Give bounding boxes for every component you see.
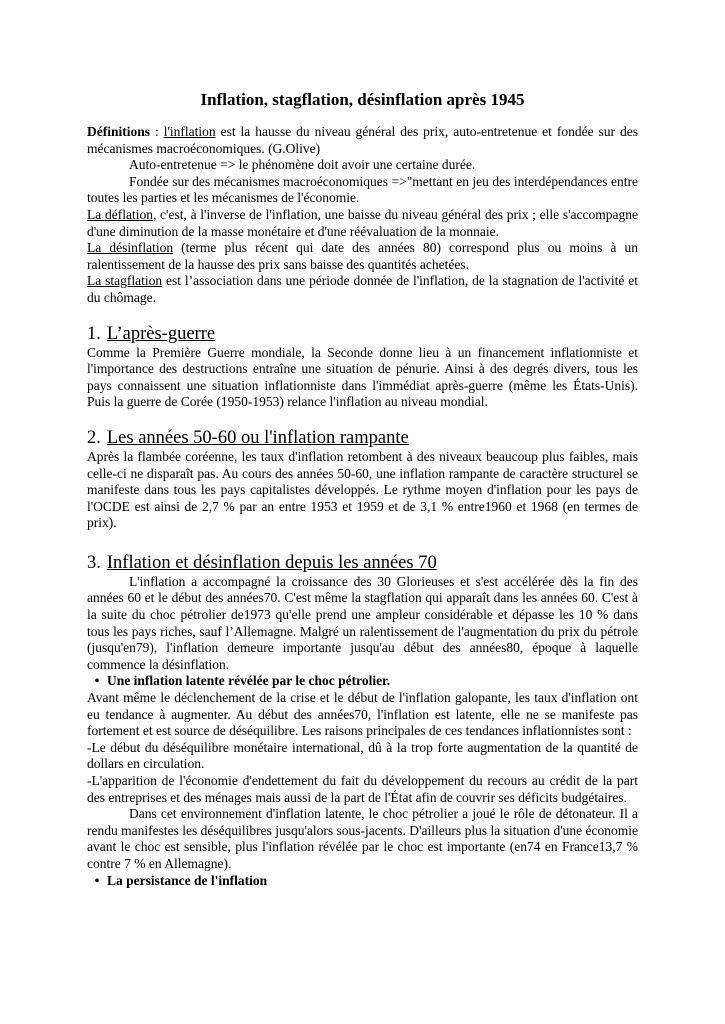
bullet-item bbox=[87, 873, 638, 890]
section3-heading bbox=[87, 552, 638, 574]
definition-desinflation bbox=[87, 240, 638, 273]
definition-fondee: Fondée sur des mécanismes macroéconomiques =>"mettant en jeu des interdépendances entre toutes les parties et les mécanismes de l'économie. bbox=[87, 173, 638, 206]
section3-number: 3. bbox=[87, 552, 101, 573]
section2-number: 2. bbox=[87, 427, 101, 448]
definition-deflation-text: , c'est, à l'inverse de l'inflation, une baisse du niveau général des prix ; elle s'accompagne d'une diminution de la masse monétaire et d'une réévaluation de la monnaie. bbox=[87, 206, 638, 239]
section2-heading bbox=[87, 427, 638, 449]
definition-inflation bbox=[87, 124, 638, 157]
section1-heading bbox=[87, 323, 638, 345]
bullet-item bbox=[87, 673, 638, 690]
section3-intro: L'inflation a accompagné la croissance des 30 Glorieuses et s'est accélérée dès la fin des années 60 et le début des années70. C'est même la stagflation qui apparaît dans les années 60. C'est à la suite du choc pétrolier de1973 qu'elle prend une ampleur considérable et dépasse les 10 % dans tous les pays riches, sauf l’Allemagne. Malgré un ralentissement de l'augmentation du prix du pétrole (jusqu'en79), l'inflation demeure importante jusqu'au début des années80, époque à laquelle commence la désinflation. bbox=[87, 573, 638, 672]
section3-title: Inflation et désinflation depuis les années 70 bbox=[106, 552, 437, 573]
bullet-persistence: La persistance de l'inflation bbox=[107, 872, 268, 888]
definition-stagflation-text: est l’association dans une période donnée de l'inflation, de la stagnation de l'activité et du chômage. bbox=[87, 273, 638, 305]
definitions-label: Définitions bbox=[87, 124, 151, 139]
section2-title: Les années 50-60 ou l'inflation rampante bbox=[106, 427, 409, 448]
section1-title: L’après-guerre bbox=[106, 323, 216, 344]
section2-text: Après la flambée coréenne, les taux d'inflation retombent à des niveaux beaucoup plus faibles, mais celle-ci ne disparaît pas. Au cours des années 50-60, une inflation rampante de caractère structurel se manifeste dans tous les pays capitalistes développés. Le rythme moyen d'inflation pour les pays de l'OCDE est ainsi de 2,7 % par an entre 1953 et 1959 et de 3,1 % entre1960 et 1968 (en termes de prix). bbox=[87, 448, 638, 531]
term-deflation: La déflation bbox=[87, 206, 153, 222]
document-page bbox=[87, 80, 638, 889]
section3-para2: Dans cet environnement d'inflation latente, le choc pétrolier a joué le rôle de détonateur. Il a rendu manifestes les déséquilibres jusqu'alors sous-jacents. D'ailleurs plus la situation d'une économie avant le choc est sensible, plus l'inflation révélée par le choc est importante (en74 en France13,7 % contre 7 % en Allemagne). bbox=[87, 806, 638, 871]
page-title: Inflation, stagflation, désinflation après 1945 bbox=[200, 90, 525, 109]
definition-deflation bbox=[87, 207, 638, 240]
section3-dash2: -L'apparition de l'économie d'endettement du fait du développement du recours au crédit de la part des entreprises et des ménages mais aussi de la part de l'État afin de couvrir ses déficits budgétaires. bbox=[87, 773, 638, 805]
section1-text: Comme la Première Guerre mondiale, la Seconde donne lieu à un financement inflationniste et l'importance des destructions entraîne une situation de pénurie. Ainsi à des degrés divers, tous les pays connaissent une situation inflationniste dans l'immédiat après-guerre (même les États-Unis). Puis la guerre de Corée (1950-1953) relance l'inflation au niveau mondial. bbox=[87, 344, 638, 410]
section3-dash1: -Le début du déséquilibre monétaire international, dû à la trop forte augmentation de la quantité de dollars en circulation. bbox=[87, 739, 638, 772]
bullet-icon: • bbox=[94, 673, 100, 689]
term-stagflation: La stagflation bbox=[87, 273, 163, 289]
term-inflation: l'inflation bbox=[163, 124, 216, 139]
definition-auto-entretenue: Auto-entretenue => le phénomène doit avoir une certaine durée. bbox=[129, 157, 476, 173]
section1-number: 1. bbox=[87, 323, 101, 344]
definition-desinflation-text: (terme plus récent qui date des années 80) correspond plus ou moins à un ralentissement de la hausse des prix sans baisse des quantités achetées. bbox=[87, 240, 639, 272]
bullet-icon: • bbox=[94, 872, 100, 888]
section3-para1: Avant même le déclenchement de la crise et le début de l'inflation galopante, les taux d'inflation ont eu tendance à augmenter. Au début des années70, l'inflation est latente, elle ne se manifeste pas fortement et est source de déséquilibre. Les raisons principales de ces tendances inflationnistes sont : bbox=[87, 690, 638, 739]
term-desinflation: La désinflation bbox=[87, 240, 174, 256]
definition-stagflation bbox=[87, 273, 638, 306]
definition-inflation-text: est la hausse du niveau général des prix, auto-entretenue et fondée sur des mécanismes macroéconomiques. (G.Olive) bbox=[87, 124, 638, 156]
bullet-latent-inflation: Une inflation latente révélée par le choc pétrolier. bbox=[107, 673, 391, 689]
definitions-separator: : bbox=[150, 124, 164, 139]
